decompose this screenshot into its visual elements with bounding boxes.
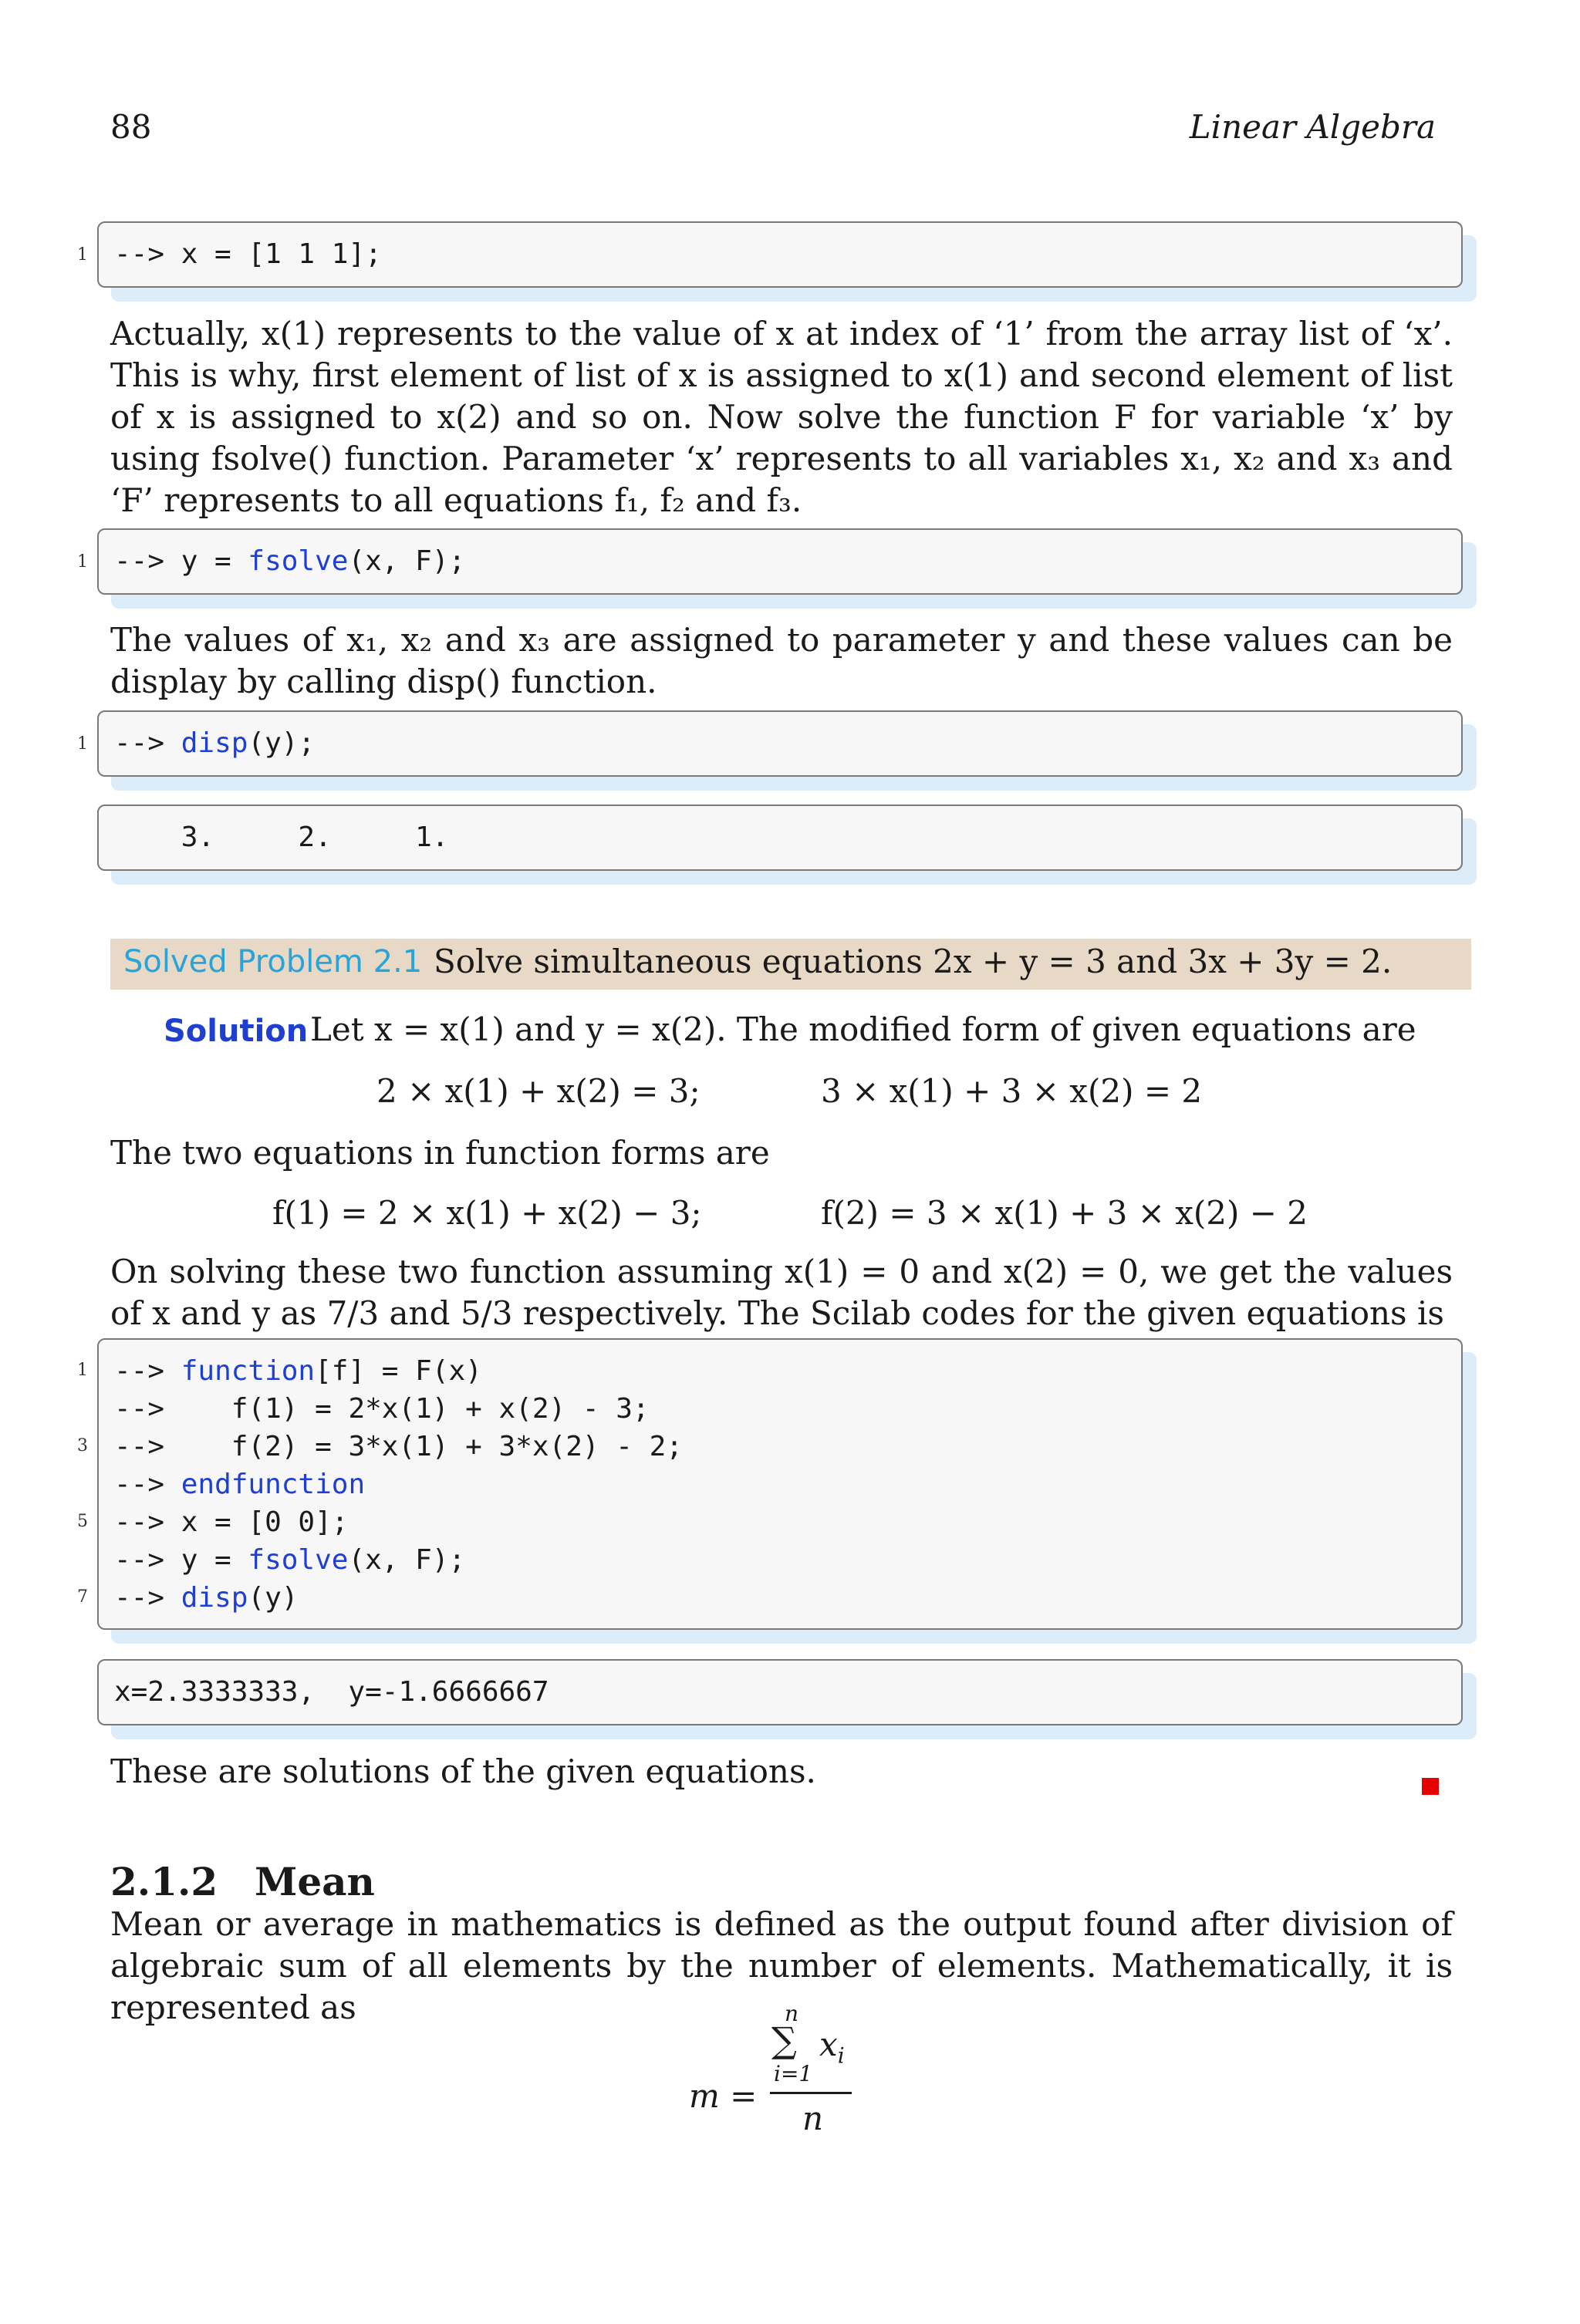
line-number: 3	[77, 1436, 88, 1455]
output-text: x=2.3333333, y=-1.6666667	[114, 1676, 549, 1708]
prompt: -->	[114, 1582, 165, 1614]
paragraph-1: Actually, x(1) represents to the value of x at index of ‘1’ from the array list of ‘x’. This is why, first element of list of x is assigned to x(1) and second element of list of x is assigned to x(2) and so on. Now solve the function F for variable ‘x’ by using fsolve() function. Parameter ‘x’ represents to all variables x₁, x₂ and x₃ and ‘F’ represents to all equations f₁, f₂ and f₃.	[110, 315, 1453, 519]
keyword: fsolve	[248, 545, 349, 577]
line-number: 1	[77, 1361, 88, 1380]
line-number: 7	[77, 1587, 88, 1607]
code-line	[114, 545, 465, 577]
equation-1a: 2 × x(1) + x(2) = 3;	[376, 1072, 701, 1110]
paragraph-3: On solving these two function assuming x(1) = 0 and x(2) = 0, we get the values of x and y as 7/3 and 5/3 respectively. The Scilab codes for the given equations is	[110, 1253, 1453, 1332]
code-text: f(1) = 2*x(1) + x(2) - 3;	[164, 1393, 650, 1425]
code-block-2	[97, 528, 1463, 595]
formula-lhs: m =	[689, 2077, 758, 2115]
prompt: -->	[114, 1431, 165, 1462]
denominator: n	[802, 2100, 824, 2137]
qed-square-icon	[1422, 1778, 1439, 1795]
paragraph-2: The values of x₁, x₂ and x₃ are assigned to parameter y and these values can be display by calling disp() function.	[110, 621, 1453, 700]
code-block-1	[97, 221, 1463, 288]
line-number: 1	[77, 552, 88, 572]
prompt: -->	[114, 545, 165, 577]
output-block-1	[97, 804, 1463, 871]
code-text: (y);	[248, 727, 316, 759]
prompt: -->	[114, 1506, 165, 1538]
line-number: 1	[77, 245, 88, 265]
code-text: y =	[164, 545, 248, 577]
code-line	[114, 238, 382, 270]
equation-2a: f(1) = 2 × x(1) + x(2) − 3;	[272, 1194, 702, 1232]
code-line	[114, 1355, 482, 1387]
solution-label: Solution	[164, 1014, 309, 1049]
code-text	[164, 1355, 181, 1387]
code-text	[164, 1469, 181, 1500]
keyword: fsolve	[248, 1544, 349, 1576]
equation-2b: f(2) = 3 × x(1) + 3 × x(2) − 2	[821, 1194, 1308, 1232]
problem-statement: Solve simultaneous equations 2x + y = 3 and 3x + 3y = 2.	[434, 943, 1393, 980]
code-text: f(2) = 3*x(1) + 3*x(2) - 2;	[164, 1431, 683, 1462]
section-body: Mean or average in mathematics is defined as the output found after division of algebraic sum of all elements by the number of elements. Mathematically, it is represented as	[110, 1905, 1453, 2026]
output-block-2	[97, 1659, 1463, 1725]
page-number: 88	[110, 108, 152, 146]
section-number: 2.1.2	[110, 1859, 218, 1904]
equation-1b: 3 × x(1) + 3 × x(2) = 2	[821, 1072, 1203, 1110]
keyword: function	[181, 1355, 316, 1387]
code-line	[114, 1469, 365, 1500]
prompt: -->	[114, 1355, 165, 1387]
running-title: Linear Algebra	[1189, 108, 1436, 146]
code-text	[164, 1582, 181, 1614]
keyword: disp	[181, 727, 248, 759]
line-number: 1	[77, 734, 88, 754]
sum-term: $x_i$	[819, 2025, 845, 2069]
closing-text: These are solutions of the given equations.	[110, 1752, 816, 1790]
code-text: y =	[164, 1544, 248, 1576]
sum-upper: n	[785, 2001, 799, 2026]
prompt: -->	[114, 238, 165, 270]
code-line	[114, 727, 315, 759]
code-text: x = [1 1 1];	[164, 238, 382, 270]
code-text: x = [0 0];	[164, 1506, 349, 1538]
code-line	[114, 1544, 465, 1576]
code-line	[114, 1582, 298, 1614]
fraction-bar	[770, 2092, 852, 2094]
keyword: endfunction	[181, 1469, 366, 1500]
code-text: [f] = F(x)	[315, 1355, 482, 1387]
prompt: -->	[114, 727, 165, 759]
forms-text: The two equations in function forms are	[110, 1134, 770, 1172]
prompt: -->	[114, 1544, 165, 1576]
solution-intro: Let x = x(1) and y = x(2). The modified form of given equations are	[310, 1010, 1416, 1048]
code-block-3	[97, 710, 1463, 777]
sum-symbol: ∑	[771, 2019, 797, 2061]
line-number: 5	[77, 1512, 88, 1531]
code-block-4	[97, 1338, 1463, 1630]
keyword: disp	[181, 1582, 248, 1614]
code-line	[114, 1431, 683, 1462]
output-text: 3. 2. 1.	[114, 821, 449, 853]
code-text: (x, F);	[348, 1544, 466, 1576]
prompt: -->	[114, 1469, 165, 1500]
code-text: (x, F);	[348, 545, 466, 577]
prompt: -->	[114, 1393, 165, 1425]
code-line	[114, 1506, 348, 1538]
code-line	[114, 1393, 650, 1425]
section-title: Mean	[255, 1859, 375, 1904]
problem-title: Solved Problem 2.1	[123, 944, 423, 980]
sum-lower: i=1	[774, 2061, 813, 2086]
code-text: (y)	[248, 1582, 299, 1614]
